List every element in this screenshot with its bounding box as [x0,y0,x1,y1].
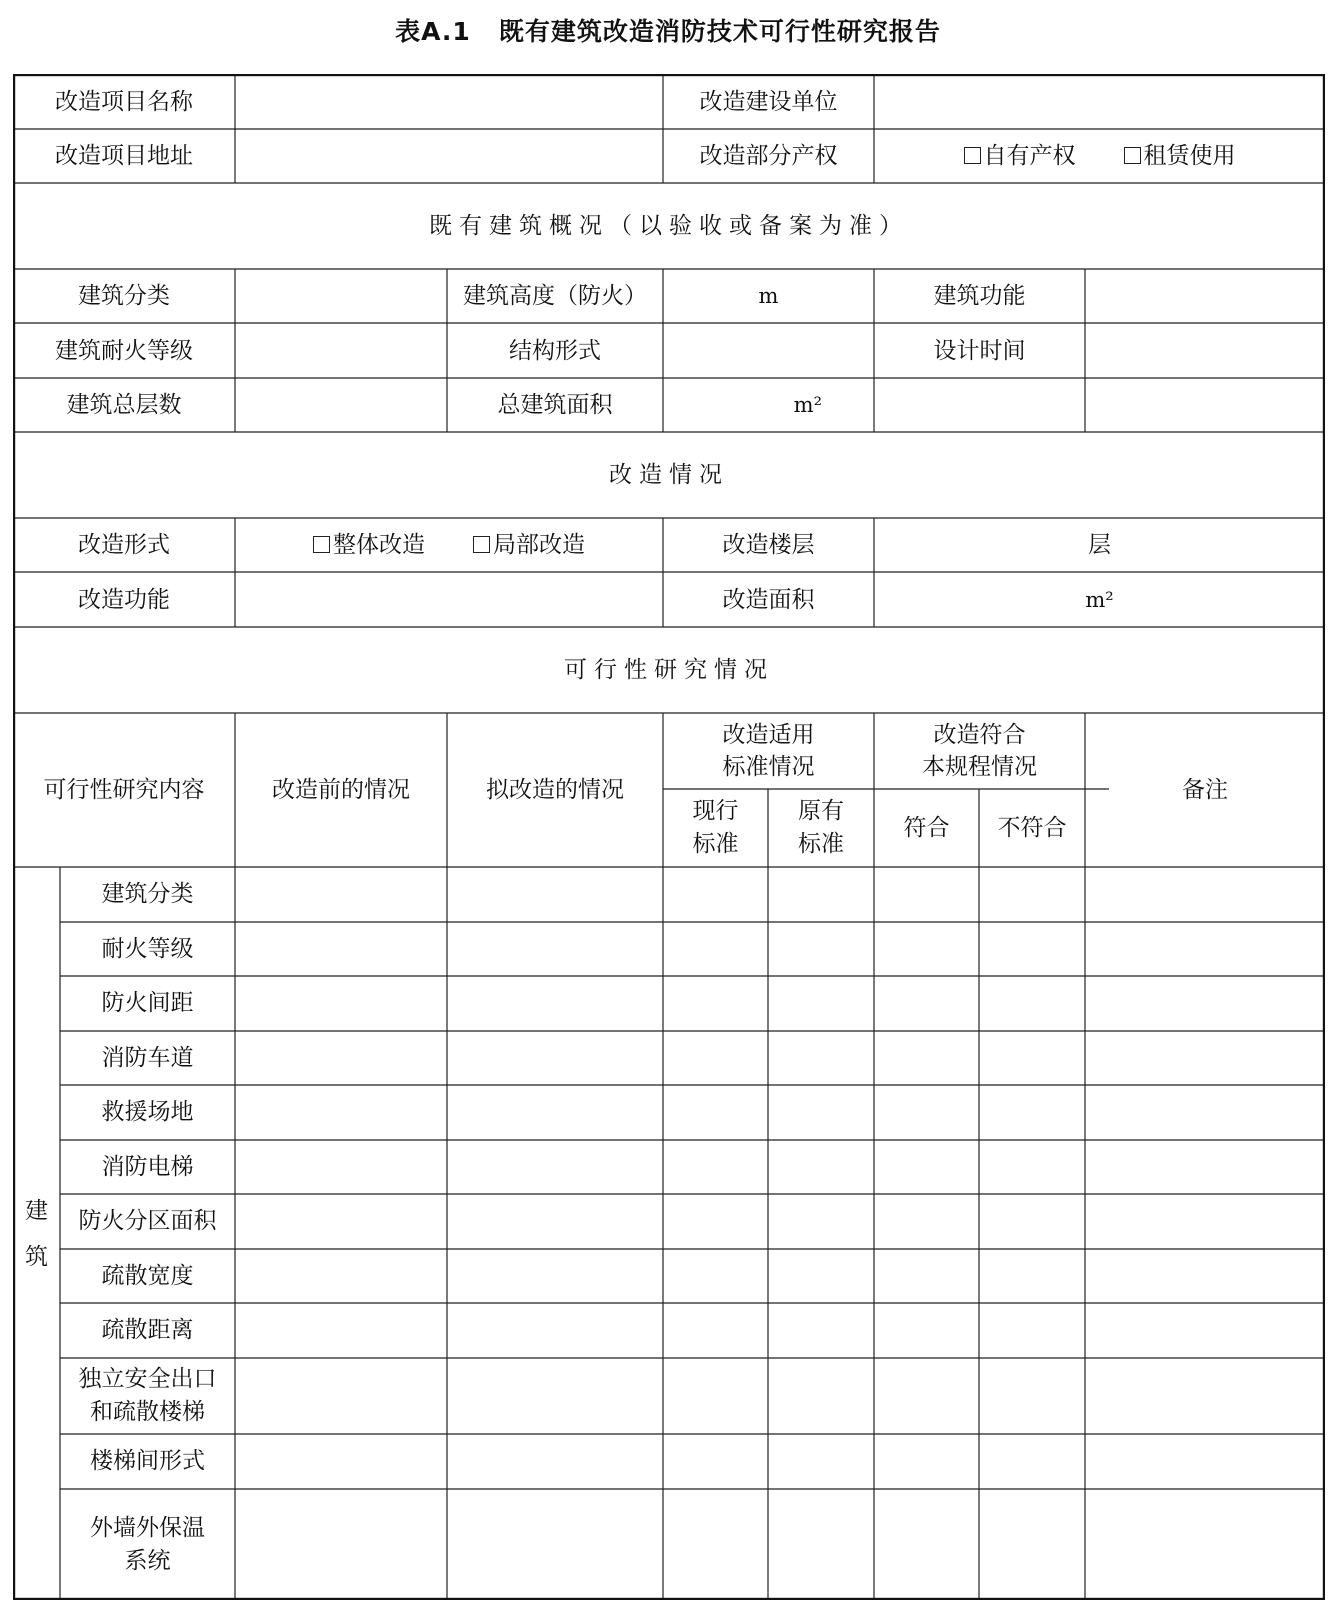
renovation-area-field[interactable] [874,572,1325,627]
renovation-floors-label: 改造楼层 [722,532,815,558]
checkbox-icon[interactable] [313,536,330,553]
group-label-char: 建 [25,1197,48,1224]
page-title [0,12,1336,48]
row-label [60,1303,235,1358]
row-label [60,1358,235,1434]
area-unit: m² [793,393,822,417]
blank-cell [874,378,1085,432]
header-applicable-standard-line2: 标准情况 [722,754,815,780]
row-label-line: 消防电梯 [101,1153,194,1180]
building-function-label: 建筑功能 [933,283,1026,309]
existing-building-section-title: 既有建筑概况（以验收或备案为准） [429,213,909,239]
row-label [60,1249,235,1303]
row-label-line: 外墙外保温 [90,1514,205,1541]
table-number: 表A.1 [395,17,471,46]
row-label-line: 建筑分类 [101,881,194,907]
row-label [60,1489,235,1600]
row-label-line: 消防车道 [101,1044,194,1071]
structure-form-label: 结构形式 [509,337,601,364]
header-compliance-line1: 改造符合 [933,722,1026,748]
header-proposed: 拟改造的情况 [486,777,624,803]
construction-unit-label: 改造建设单位 [699,88,838,115]
row-label [60,1140,235,1194]
total-area-field[interactable] [663,378,874,432]
row-label [60,1031,235,1085]
header-content: 可行性研究内容 [43,777,205,803]
row-label-line: 疏散距离 [101,1317,194,1343]
ownership-options [874,129,1325,183]
own-property-option[interactable] [964,139,1076,173]
total-floors-label: 建筑总层数 [66,392,182,418]
header-original-line2: 标准 [798,831,844,857]
header-current-line2: 标准 [692,831,739,857]
header-applicable-standard [663,713,874,789]
row-label-line: 防火分区面积 [78,1208,217,1234]
header-compliance-line2: 本规程情况 [922,754,1037,780]
row-label-line: 独立安全出口 [78,1366,217,1392]
header-compliance [874,713,1085,789]
checkbox-icon[interactable] [1124,147,1141,164]
renovation-function-label: 改造功能 [78,586,170,613]
row-label [60,1434,235,1489]
design-time-label: 设计时间 [933,337,1026,364]
structure-form-field[interactable] [663,323,874,378]
ownership-label: 改造部分产权 [699,143,838,169]
blank-cell [1085,378,1325,432]
project-name-field[interactable] [235,74,663,129]
checkbox-icon[interactable] [473,536,490,553]
report-table [13,74,1325,1600]
row-label [60,1194,235,1249]
lease-label: 租赁使用 [1143,143,1236,169]
header-before: 改造前的情况 [272,777,410,803]
header-original-line1: 原有 [798,798,844,824]
header-applicable-standard-line1: 改造适用 [722,722,815,748]
design-time-field[interactable] [1085,323,1325,378]
fire-rating-label: 建筑耐火等级 [55,337,193,364]
whole-renovation-option[interactable] [313,528,425,562]
whole-renovation-label: 整体改造 [333,532,425,558]
row-label-line: 楼梯间形式 [90,1448,205,1474]
renovation-section-title: 改造情况 [609,462,729,488]
partial-renovation-label: 局部改造 [493,532,585,558]
group-label-building [13,867,60,1600]
renovation-form-label: 改造形式 [78,532,170,558]
fire-rating-field[interactable] [235,323,447,378]
row-label-line: 救援场地 [101,1099,194,1125]
own-property-label: 自有产权 [983,143,1076,169]
project-name-label: 改造项目名称 [55,88,193,115]
header-conform: 符合 [903,815,950,841]
building-height-label: 建筑高度（防火） [463,283,647,309]
project-address-field[interactable] [235,129,663,183]
row-label-line: 和疏散楼梯 [90,1399,205,1425]
renovation-area-label: 改造面积 [722,586,815,613]
lease-option[interactable] [1124,139,1236,173]
row-label-line: 耐火等级 [101,935,194,962]
renovation-form-options [235,518,663,572]
header-remarks: 备注 [1182,777,1228,803]
header-original-standard [768,789,874,867]
partial-renovation-option[interactable] [473,528,585,562]
building-height-field[interactable] [663,269,874,323]
total-area-label: 总建筑面积 [497,392,613,418]
project-address-label: 改造项目地址 [55,143,193,169]
table-title: 既有建筑改造消防技术可行性研究报告 [498,17,941,46]
header-current-standard [663,789,768,867]
row-label-line: 防火间距 [101,990,194,1016]
construction-unit-field[interactable] [874,74,1325,129]
group-label-char: 筑 [25,1243,48,1270]
renovation-floors-field[interactable] [874,518,1325,572]
row-label [60,1085,235,1140]
floors-unit: 层 [1088,532,1111,558]
row-label [60,976,235,1031]
row-label-line: 疏散宽度 [101,1262,194,1289]
row-label-line: 系统 [124,1547,171,1574]
row-label [60,867,235,922]
header-nonconform: 不符合 [997,815,1067,841]
total-floors-field[interactable] [235,378,447,432]
building-function-field[interactable] [1085,269,1325,323]
building-category-label: 建筑分类 [78,283,170,309]
renovation-function-field[interactable] [235,572,663,627]
height-unit: m [758,284,779,308]
area-unit: m² [1085,587,1114,612]
checkbox-icon[interactable] [964,147,981,164]
row-label [60,922,235,976]
feasibility-section-title: 可行性研究情况 [564,657,774,683]
header-current-line1: 现行 [692,798,739,824]
building-category-field[interactable] [235,269,447,323]
